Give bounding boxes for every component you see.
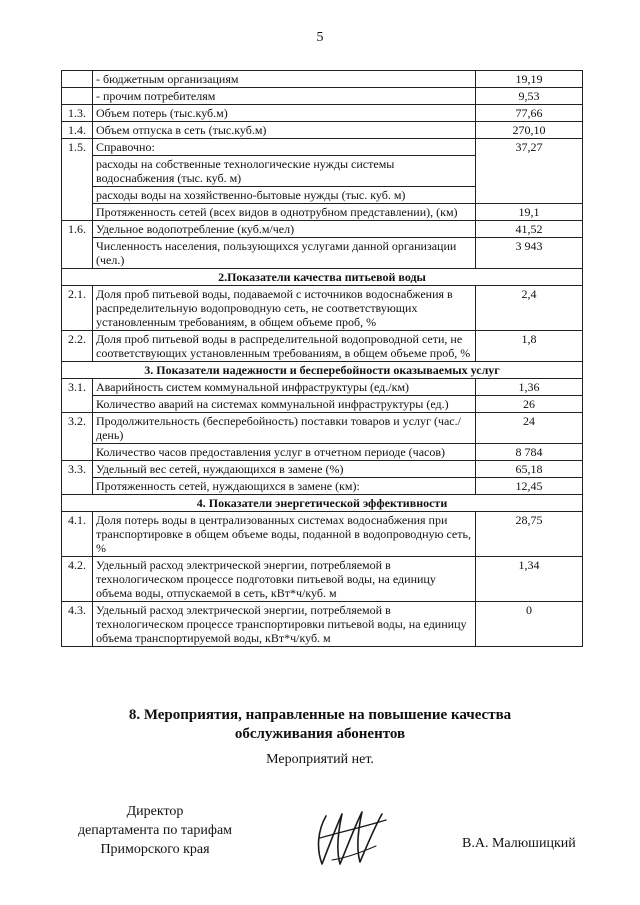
handwritten-signature bbox=[312, 808, 392, 870]
indicator-name: Продолжительность (бесперебойность) поставки товаров и услуг (час./день) bbox=[93, 413, 476, 444]
indicator-name: - прочим потребителям bbox=[93, 88, 476, 105]
section-8-heading-line-1: 8. Мероприятия, направленные на повышение качества bbox=[128, 707, 512, 723]
indicator-name: расходы на собственные технологические нужды системы водоснабжения (тыс. куб. м) bbox=[93, 156, 476, 187]
table-row bbox=[62, 413, 583, 444]
indicator-name: Удельный расход электрической энергии, потребляемой в технологическом процессе подготовки питьевой воды, на единицу объема воды, отпускаемой в сеть, кВт*ч/куб. м bbox=[93, 557, 476, 602]
indicator-value: 1,36 bbox=[476, 379, 583, 396]
table-row bbox=[62, 396, 583, 413]
table-row bbox=[62, 557, 583, 602]
indicator-value: 19,1 bbox=[476, 204, 583, 221]
table-row bbox=[62, 221, 583, 238]
row-number: 1.6. bbox=[62, 221, 93, 269]
indicator-name: Доля проб питьевой воды, подаваемой с источников водоснабжения в распределительную водопроводную сеть, не соответствующих установленным требованиям, в общем объеме проб, % bbox=[93, 286, 476, 331]
indicator-name: расходы воды на хозяйственно-бытовые нужды (тыс. куб. м) bbox=[93, 187, 476, 204]
table-row bbox=[62, 331, 583, 362]
table-row bbox=[62, 602, 583, 647]
indicator-value: 37,27 bbox=[476, 139, 583, 204]
signer-title-line-3: Приморского края bbox=[100, 842, 210, 857]
indicator-value: 12,45 bbox=[476, 478, 583, 495]
indicator-name: Объем потерь (тыс.куб.м) bbox=[93, 105, 476, 122]
indicator-name: Количество аварий на системах коммунальной инфраструктуры (ед.) bbox=[93, 396, 476, 413]
section-heading-row bbox=[62, 362, 583, 379]
indicator-name: Аварийность систем коммунальной инфраструктуры (ед./км) bbox=[93, 379, 476, 396]
indicator-name: Справочно: bbox=[93, 139, 476, 156]
row-number: 4.3. bbox=[62, 602, 93, 647]
row-number: 2.2. bbox=[62, 331, 93, 362]
table-row bbox=[62, 286, 583, 331]
signer-name: В.А. Малюшицкий bbox=[462, 836, 576, 851]
table-row bbox=[62, 238, 583, 269]
table-row bbox=[62, 461, 583, 478]
indicator-value: 26 bbox=[476, 396, 583, 413]
indicator-value: 41,52 bbox=[476, 221, 583, 238]
row-number: 1.3. bbox=[62, 105, 93, 122]
indicator-name: Численность населения, пользующихся услугами данной организации (чел.) bbox=[93, 238, 476, 269]
no-measures-text: Мероприятий нет. bbox=[266, 752, 374, 767]
indicator-name: Протяженность сетей (всех видов в однотрубном представлении), (км) bbox=[93, 204, 476, 221]
indicator-name: - бюджетным организациям bbox=[93, 71, 476, 88]
section-heading-row bbox=[62, 495, 583, 512]
indicator-name: Удельное водопотребление (куб.м/чел) bbox=[93, 221, 476, 238]
row-number: 1.4. bbox=[62, 122, 93, 139]
table-row bbox=[62, 478, 583, 495]
indicator-value: 3 943 bbox=[476, 238, 583, 269]
indicator-name: Удельный вес сетей, нуждающихся в замене (%) bbox=[93, 461, 476, 478]
indicator-name: Протяженность сетей, нуждающихся в замене (км): bbox=[93, 478, 476, 495]
table-row bbox=[62, 512, 583, 557]
indicators-table-body bbox=[62, 71, 583, 647]
indicator-value: 0 bbox=[476, 602, 583, 647]
row-number: 2.1. bbox=[62, 286, 93, 331]
indicators-table bbox=[61, 70, 583, 647]
table-row bbox=[62, 444, 583, 461]
indicator-value: 19,19 bbox=[476, 71, 583, 88]
row-number: 3.3. bbox=[62, 461, 93, 495]
signer-title bbox=[45, 802, 265, 859]
row-number bbox=[62, 88, 93, 105]
row-number: 4.1. bbox=[62, 512, 93, 557]
table-row bbox=[62, 71, 583, 88]
indicator-value: 28,75 bbox=[476, 512, 583, 557]
indicator-value: 65,18 bbox=[476, 461, 583, 478]
row-number: 3.1. bbox=[62, 379, 93, 413]
indicator-value: 270,10 bbox=[476, 122, 583, 139]
section-8-heading bbox=[0, 706, 640, 744]
indicator-value: 8 784 bbox=[476, 444, 583, 461]
indicator-name: Объем отпуска в сеть (тыс.куб.м) bbox=[93, 122, 476, 139]
section-heading: 3. Показатели надежности и бесперебойности оказываемых услуг bbox=[62, 362, 583, 379]
signer-title-line-1: Директор bbox=[126, 804, 184, 819]
table-row bbox=[62, 139, 583, 156]
indicator-value: 24 bbox=[476, 413, 583, 444]
table-row bbox=[62, 88, 583, 105]
section-8-heading-line-2: обслуживания абонентов bbox=[234, 726, 406, 742]
section-heading-row bbox=[62, 269, 583, 286]
indicator-value: 77,66 bbox=[476, 105, 583, 122]
indicator-name: Доля потерь воды в централизованных системах водоснабжения при транспортировке в общем объеме воды, поданной в водопроводную сеть, % bbox=[93, 512, 476, 557]
indicator-name: Количество часов предоставления услуг в отчетном периоде (часов) bbox=[93, 444, 476, 461]
row-number bbox=[62, 71, 93, 88]
row-number: 1.5. bbox=[62, 139, 93, 221]
row-number: 4.2. bbox=[62, 557, 93, 602]
indicator-name: Удельный расход электрической энергии, потребляемой в технологическом процессе транспортировки питьевой воды, на единицу объема транспортируемой воды, кВт*ч/куб. м bbox=[93, 602, 476, 647]
row-number: 3.2. bbox=[62, 413, 93, 461]
table-row bbox=[62, 105, 583, 122]
section-heading: 2.Показатели качества питьевой воды bbox=[62, 269, 583, 286]
table-row bbox=[62, 379, 583, 396]
page-number: 5 bbox=[316, 30, 324, 45]
indicator-value: 1,8 bbox=[476, 331, 583, 362]
section-heading: 4. Показатели энергетической эффективности bbox=[62, 495, 583, 512]
indicator-value: 2,4 bbox=[476, 286, 583, 331]
signer-title-line-2: департамента по тарифам bbox=[77, 823, 233, 838]
table-row bbox=[62, 204, 583, 221]
indicator-value: 1,34 bbox=[476, 557, 583, 602]
indicator-name: Доля проб питьевой воды в распределительной водопроводной сети, не соответствующих установленным требованиям, в общем объеме проб, % bbox=[93, 331, 476, 362]
table-row bbox=[62, 122, 583, 139]
indicator-value: 9,53 bbox=[476, 88, 583, 105]
